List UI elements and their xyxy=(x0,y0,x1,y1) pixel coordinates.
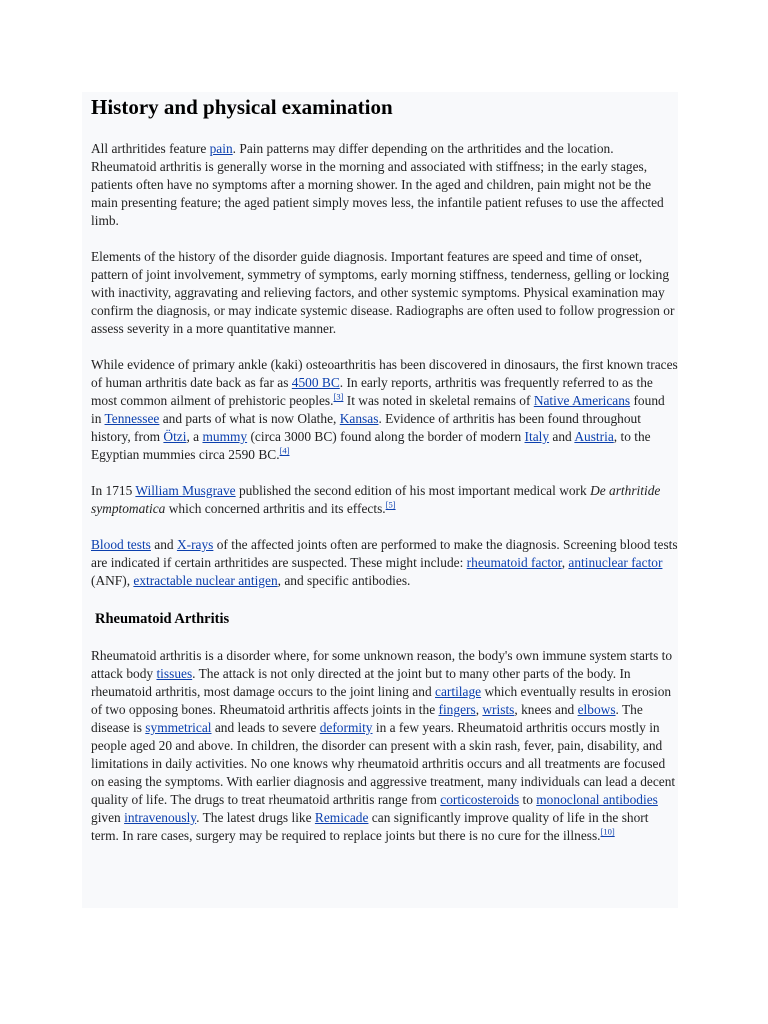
link-elbows[interactable]: elbows xyxy=(577,702,616,717)
text: , a xyxy=(186,429,203,444)
text: published the second edition of his most important medical work xyxy=(235,483,591,498)
reference-link-3[interactable]: [3] xyxy=(333,391,344,402)
link-cartilage[interactable]: cartilage xyxy=(435,684,482,699)
link-remicade[interactable]: Remicade xyxy=(314,810,369,825)
link-mummy[interactable]: mummy xyxy=(202,429,248,444)
text: . Pain patterns may differ depending on the arthritides and the location. Rheumatoid arthritis is generally worse in the morning and associated with stiffness; in the early stages, patients often have no symptoms after a morning shower. In the aged and children, pain might not be the main presenting feature; the aged patient simply moves less, the infantile patient refuses to use the affected limb. xyxy=(91,141,664,228)
link-native-americans[interactable]: Native Americans xyxy=(533,393,631,408)
link-4500-bc[interactable]: 4500 BC xyxy=(291,375,340,390)
text: (circa 3000 BC) found along the border of modern xyxy=(247,429,525,444)
text: to xyxy=(519,792,537,807)
section-heading: Rheumatoid Arthritis xyxy=(95,611,230,627)
link-tennessee[interactable]: Tennessee xyxy=(104,411,160,426)
reference-link-10[interactable]: [10] xyxy=(600,826,615,837)
text: Elements of the history of the disorder guide diagnosis. Important features are speed and time of onset, pattern of joint involvement, symmetry of symptoms, early morning stiffness, tenderness, gelling or locking with inactivity, aggravating and relieving factors, and other systemic symptoms. Physical examination may confirm the diagnosis, or may indicate systemic disease. Radiographs are often used to follow progression or assess severity in a more quantitative manner. xyxy=(91,249,675,336)
text: which concerned arthritis and its effects. xyxy=(165,501,386,516)
paragraph-diagnosis-tests xyxy=(91,536,678,590)
text: . The latest drugs like xyxy=(196,810,315,825)
text: . The attack is not only directed at the joint but to many other parts of the body. In rheumatoid arthritis, most damage occurs to the joint lining and xyxy=(91,666,631,699)
link-deformity[interactable]: deformity xyxy=(319,720,373,735)
link-wrists[interactable]: wrists xyxy=(482,702,515,717)
paragraph-pain xyxy=(91,140,678,230)
work-title: De arthritide symptomatica xyxy=(91,483,661,516)
reference-3 xyxy=(333,392,343,402)
text: , knees and xyxy=(514,702,578,717)
paragraph-history-elements xyxy=(91,248,678,338)
text: and leads to severe xyxy=(211,720,320,735)
text: which eventually results in erosion of two opposing bones. Rheumatoid arthritis affects joints in the xyxy=(91,684,672,717)
text: . Evidence of arthritis has been found throughout history, from xyxy=(91,411,641,444)
link-otzi[interactable]: Ötzi xyxy=(163,429,187,444)
link-symmetrical[interactable]: symmetrical xyxy=(145,720,212,735)
text: . The disease is xyxy=(91,702,643,735)
text: in a few years. Rheumatoid arthritis occurs mostly in people aged 20 and above. In children, the disorder can present with a skin rash, fever, pain, disability, and limitations in daily activities. No one knows why rheumatoid arthritis occurs and all treatments are focused on easing the symptoms. With earlier diagnosis and aggressive treatment, many individuals can lead a decent quality of life. The drugs to treat rheumatoid arthritis range from xyxy=(91,720,676,807)
text: and parts of what is now Olathe, xyxy=(159,411,340,426)
text: , and specific antibodies. xyxy=(277,573,411,588)
text: found in xyxy=(91,393,665,426)
reference-10 xyxy=(601,827,615,837)
text: It was noted in skeletal remains of xyxy=(343,393,534,408)
reference-5 xyxy=(386,500,396,510)
link-monoclonal-antibodies[interactable]: monoclonal antibodies xyxy=(536,792,658,807)
text: While evidence of primary ankle (kaki) osteoarthritis has been discovered in dinosaurs, the first known traces of human arthritis date back as far as xyxy=(91,357,678,390)
text: , to the Egyptian mummies circa 2590 BC. xyxy=(91,429,651,462)
link-rheumatoid-factor[interactable]: rheumatoid factor xyxy=(466,555,562,570)
text: All arthritides feature xyxy=(91,141,210,156)
paragraph-musgrave xyxy=(91,482,678,518)
text: , xyxy=(475,702,483,717)
link-pain[interactable]: pain xyxy=(209,141,233,156)
reference-4 xyxy=(280,446,290,456)
link-corticosteroids[interactable]: corticosteroids xyxy=(440,792,520,807)
text: of the affected joints often are performed to make the diagnosis. Screening blood tests are indicated if certain arthritides are suspected. These might include: xyxy=(91,537,678,570)
paragraph-rheumatoid-arthritis xyxy=(91,647,678,845)
link-fingers[interactable]: fingers xyxy=(438,702,476,717)
link-extractable-nuclear-antigen[interactable]: extractable nuclear antigen xyxy=(133,573,278,588)
paragraph-ancient-evidence xyxy=(91,356,678,464)
link-austria[interactable]: Austria xyxy=(574,429,614,444)
link-tissues[interactable]: tissues xyxy=(156,666,193,681)
reference-link-5[interactable]: [5] xyxy=(385,499,396,510)
text: and xyxy=(150,537,177,552)
link-william-musgrave[interactable]: William Musgrave xyxy=(135,483,236,498)
link-intravenously[interactable]: intravenously xyxy=(124,810,197,825)
text: In 1715 xyxy=(91,483,136,498)
link-italy[interactable]: Italy xyxy=(524,429,550,444)
page-title: History and physical examination xyxy=(91,95,393,119)
text: (ANF), xyxy=(91,573,134,588)
text: given xyxy=(91,810,125,825)
reference-link-4[interactable]: [4] xyxy=(279,445,290,456)
text: , xyxy=(561,555,569,570)
link-antinuclear-factor[interactable]: antinuclear factor xyxy=(568,555,663,570)
text: Rheumatoid arthritis is a disorder where, for some unknown reason, the body's own immune system starts to attack body xyxy=(91,648,673,681)
link-kansas[interactable]: Kansas xyxy=(339,411,379,426)
text: . In early reports, arthritis was frequently referred to as the most common ailment of prehistoric peoples. xyxy=(91,375,653,408)
article-page xyxy=(82,92,678,908)
link-x-rays[interactable]: X-rays xyxy=(176,537,214,552)
text: and xyxy=(549,429,575,444)
text: can significantly improve quality of life in the short term. In rare cases, surgery may be required to replace joints but there is no cure for the illness. xyxy=(91,810,649,843)
link-blood-tests[interactable]: Blood tests xyxy=(91,537,151,552)
